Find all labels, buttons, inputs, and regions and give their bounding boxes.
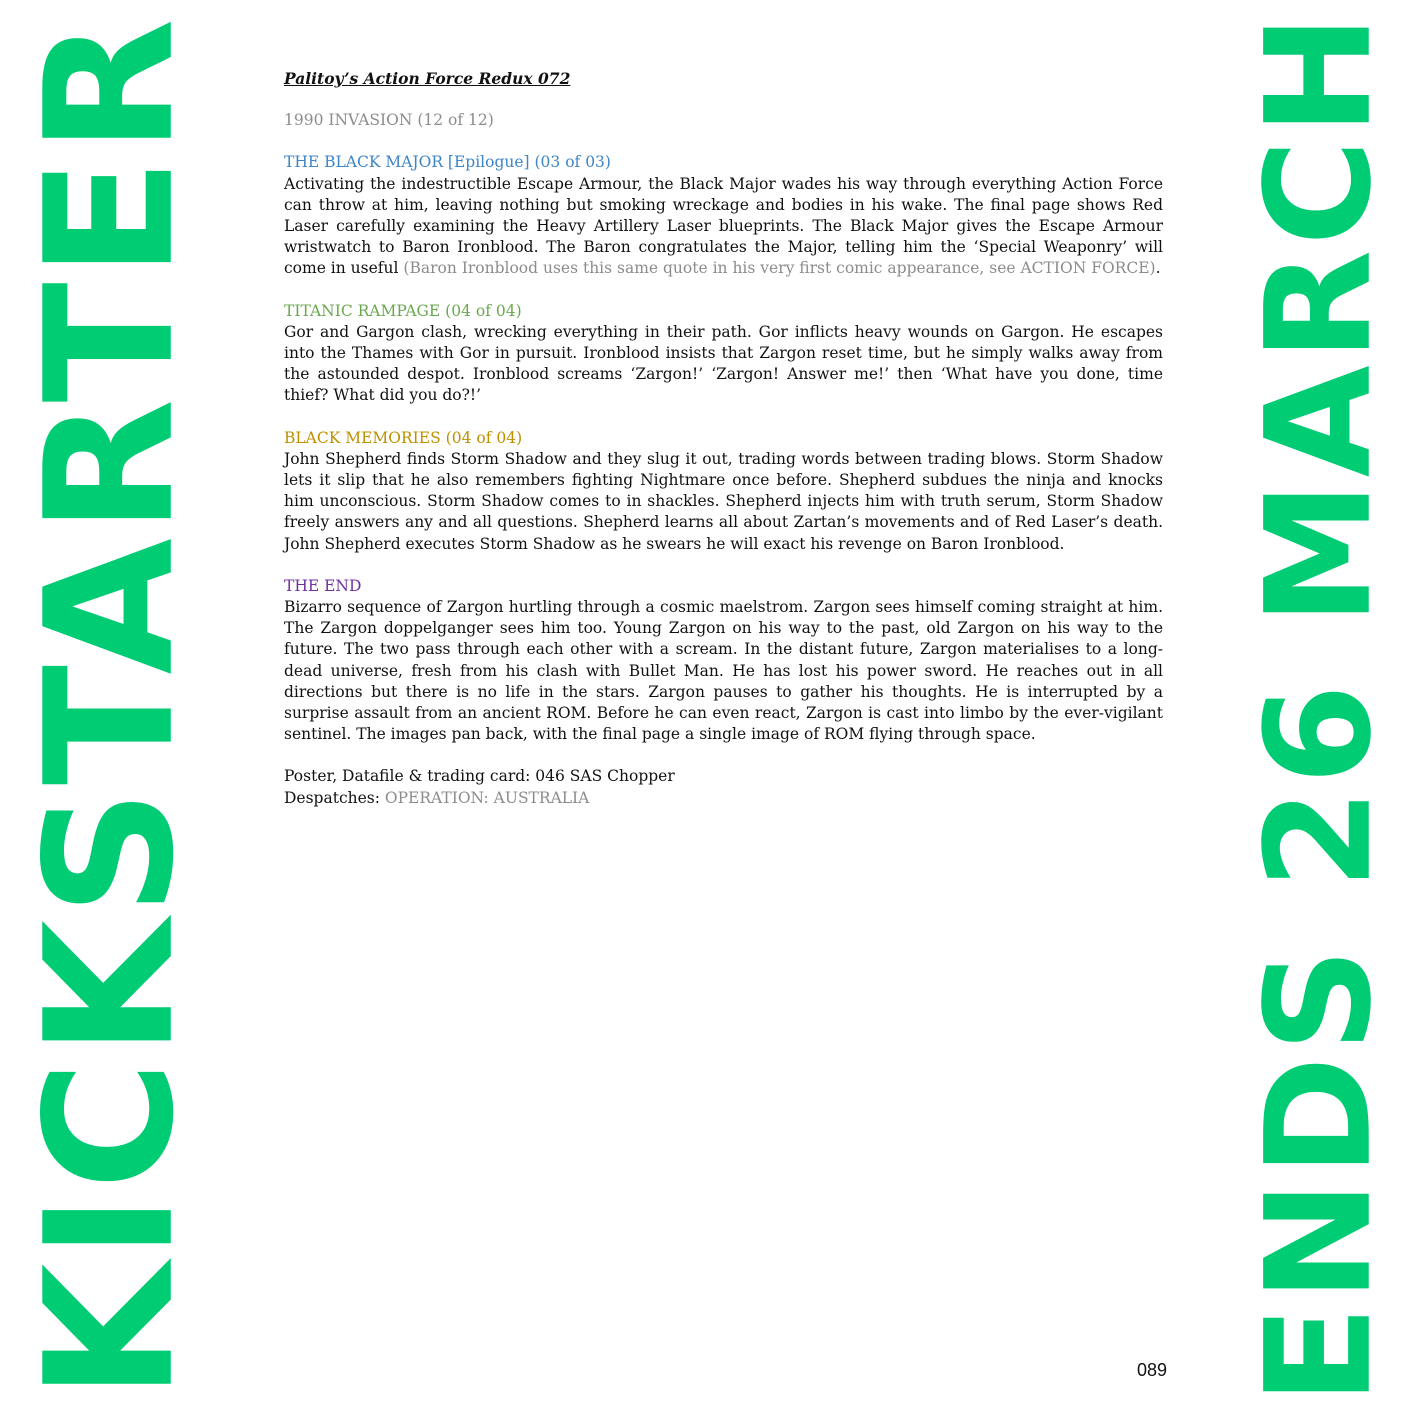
despatches-label: Despatches:	[284, 788, 385, 807]
section-heading: THE BLACK MAJOR [Epilogue] (03 of 03)	[284, 153, 611, 172]
section-body-end: .	[1155, 259, 1161, 278]
despatches-line	[284, 788, 1163, 809]
section-body: Bizarro sequence of Zargon hurtling through a cosmic maelstrom. Zargon sees himself coming straight at him. The Zargon doppelganger sees him too. Young Zargon on his way to the past, old Zargon on his way to the future. The two pass through each other with a scream. In the distant future, Zargon materialises to a long-dead universe, fresh from his clash with Bullet Man. He has lost his power sword. He reaches out in all directions but there is no life in the stars. Zargon pauses to gather his thoughts. He is interrupted by a surprise assault from an ancient ROM. Before he can even react, Zargon is cast into limbo by the ever-vigilant sentinel. The images pan back, with the final page a single image of ROM flying through space.	[284, 598, 1163, 744]
section-heading: BLACK MEMORIES (04 of 04)	[284, 428, 523, 447]
section-body: Gor and Gargon clash, wrecking everything in their path. Gor inflicts heavy wounds on Gargon. He escapes into the Thames with Gor in pursuit. Ironblood insists that Zargon reset time, but he simply walks away from the astounded despot. Ironblood screams ‘Zargon!’ ‘Zargon! Answer me!’ then ‘What have you done, time thief? What did you do?!’	[284, 322, 1163, 405]
poster-line: Poster, Datafile & trading card: 046 SAS Chopper	[284, 767, 675, 786]
despatches-value: OPERATION: AUSTRALIA	[384, 788, 590, 807]
page-number: 089	[1137, 1360, 1168, 1380]
section-aside-note: (Baron Ironblood uses this same quote in his very first comic appearance, see ACTION FORCE)	[403, 259, 1156, 278]
section-body: John Shepherd finds Storm Shadow and they slug it out, trading words between trading blows. Storm Shadow lets it slip that he also remembers fighting Nightmare once before. Shepherd subdues the ninja and knocks him unconscious. Storm Shadow comes to in shackles. Shepherd injects him with truth serum, Storm Shadow freely answers any and all questions. Shepherd learns all about Zartan’s movements and of Red Laser’s death. John Shepherd executes Storm Shadow as he swears he will exact his revenge on Baron Ironblood.	[284, 449, 1163, 553]
right-banner	[1235, 0, 1404, 1415]
section-heading: THE END	[284, 576, 362, 595]
left-banner	[6, 0, 213, 1415]
invasion-subtitle: 1990 INVASION (12 of 12)	[284, 111, 494, 130]
document-footer	[284, 766, 1163, 808]
document-title: Palitoy’s Action Force Redux 072	[284, 69, 571, 88]
section-heading: TITANIC RAMPAGE (04 of 04)	[284, 301, 522, 320]
section-titanic-rampage	[284, 301, 1163, 407]
section-black-memories	[284, 428, 1163, 555]
section-the-end	[284, 576, 1163, 746]
document-body	[284, 68, 1163, 809]
section-body-text: Activating the indestructible Escape Armour, the Black Major wades his way through everything Action Force can throw at him, leaving nothing but smoking wreckage and bodies in his wake. The final page shows Red Laser carefully examining the Heavy Artillery Laser blueprints. The Black Major gives the Escape Armour wristwatch to Baron Ironblood. The Baron congratulates the Major, telling him the ‘Special Weaponry’ will come in useful	[284, 174, 1163, 278]
ends-date-banner-text: ENDS 26 MARCH	[1235, 10, 1404, 1405]
kickstarter-banner-text: KICKSTARTER	[6, 14, 213, 1401]
section-body	[284, 174, 1163, 280]
section-black-major	[284, 152, 1163, 279]
